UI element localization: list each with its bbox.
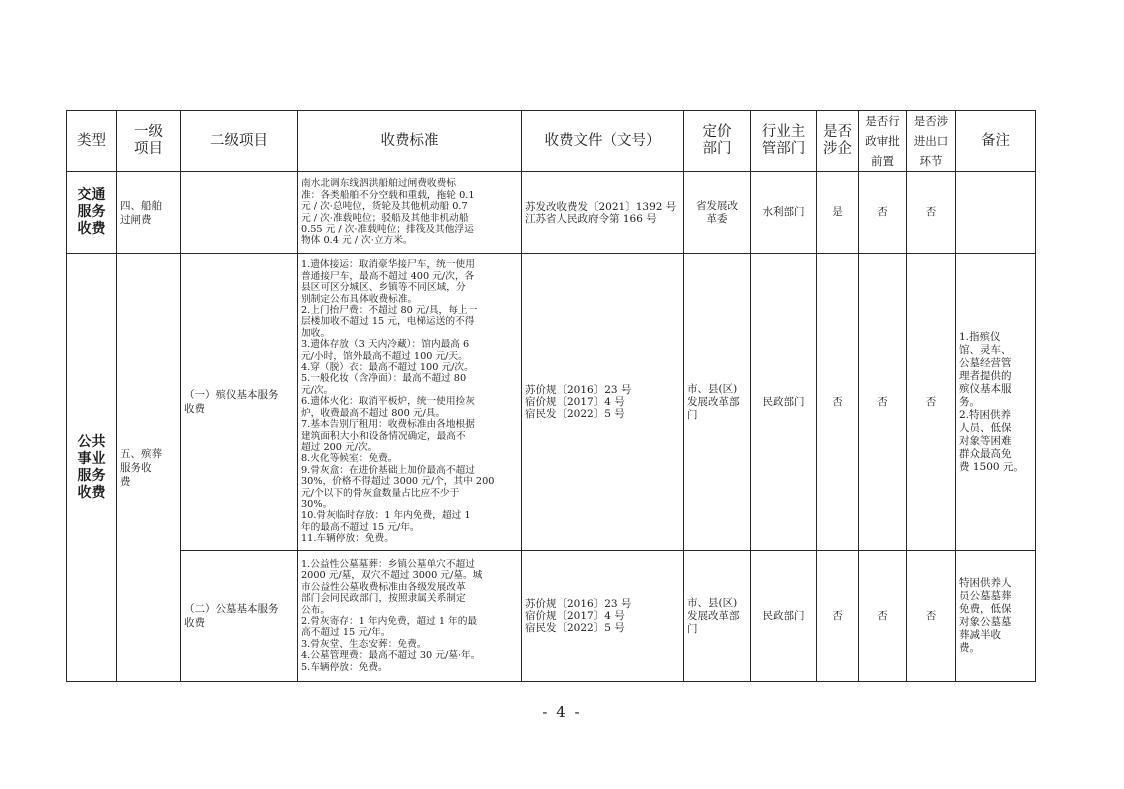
document-cell: 苏价规〔2016〕23 号 宿价规〔2017〕4 号 宿民发〔2022〕5 号: [522, 254, 684, 551]
standard-line: 30%，价格不得超过 3000 元/个，其中 200: [301, 476, 495, 488]
standard-cell: [298, 254, 522, 551]
standard-line: 元 / 次·准载吨位；驳船及其他非机动船: [301, 212, 469, 224]
header-pricing-dept: 定价 部门: [684, 111, 751, 172]
standard-cell: [298, 172, 522, 254]
involves-enterprise-cell: 是: [817, 172, 859, 254]
standard-line: 4.穿（脱）衣：最高不超过 100 元/次。: [301, 362, 474, 374]
standard-line: 元 / 次·总吨位，货轮及其他机动船 0.7: [301, 201, 468, 213]
standard-line: 超过 200 元/次。: [301, 441, 378, 453]
category-cell: 公共 事业 服务 收费: [67, 254, 117, 682]
standard-line: 6.遗体火化：取消平板炉，统一使用捡灰: [301, 396, 475, 408]
standard-line: 30%。: [301, 498, 333, 510]
table-row: [67, 551, 1036, 682]
standard-line: 5.车辆停放：免费。: [301, 661, 388, 673]
standard-line: 部门会同民政部门，按照隶属关系制定: [301, 593, 466, 605]
industry-dept-cell: 水利部门: [751, 172, 817, 254]
remarks-cell: 1.指殡仪 馆、灵车、 公墓经营管 理者提供的 殡仪基本服 务。 2.特困供养 人员、低保 对象等困难 群众最高免 费 1500 元。: [956, 254, 1036, 551]
standard-line: 建筑面积大小和设备情况确定，最高不: [301, 430, 466, 442]
table-row: [67, 172, 1036, 254]
standard-line: 11.车辆停放：免费。: [301, 533, 394, 545]
header-involves-enterprise: 是否 涉企: [817, 111, 859, 172]
standard-line: 8.火化等候室：免费。: [301, 453, 398, 465]
level2-cell: （二）公墓基本服务 收费: [181, 551, 298, 682]
industry-dept-cell: 民政部门: [751, 254, 817, 551]
standard-line: 元/个以下的骨灰盒数量占比应不少于: [301, 487, 460, 499]
standard-line: 1.遗体接运：取消豪华接尸车，统一使用: [301, 259, 475, 271]
header-level1: 一级 项目: [117, 111, 181, 172]
header-standard: 收费标准: [298, 111, 522, 172]
standard-line: 元/小时，馆外最高不超过 100 元/天。: [301, 350, 468, 362]
standard-line: 年的最高不超过 15 元/年。: [301, 521, 420, 533]
standard-line: 5.一般化妆（含净面）：最高不超过 80: [301, 373, 467, 385]
standard-line: 公布。: [301, 604, 331, 616]
standard-line: 县区可区分城区、乡镇等不同区域，分: [301, 282, 466, 294]
pre-approval-cell: 否: [859, 254, 907, 551]
standard-line: 2.骨灰寄存：1 年内免费，超过 1 年的最: [301, 616, 478, 627]
header-level2: 二级项目: [181, 111, 298, 172]
standard-line: 7.基本告别厅租用：收费标准由各地根据: [301, 419, 475, 431]
standard-line: 3.遗体存放（3 天内冷藏）：馆内最高 6: [301, 339, 470, 351]
header-import-export: 是否涉 进出口 环节: [907, 111, 956, 172]
pricing-dept-cell: 市、县(区) 发展改革部 门: [684, 551, 751, 682]
remarks-cell: [956, 172, 1036, 254]
standard-line: 3.骨灰堂、生态安葬：免费。: [301, 638, 427, 650]
category-cell: 交通 服务 收费: [67, 172, 117, 254]
import-export-cell: 否: [907, 172, 956, 254]
standard-line: 别制定公布具体收费标准。: [301, 293, 418, 305]
page-number: - 4 -: [542, 703, 582, 721]
header-document: 收费文件（文号）: [522, 111, 684, 172]
pre-approval-cell: 否: [859, 172, 907, 254]
involves-enterprise-cell: 否: [817, 254, 859, 551]
standard-line: 加收。: [301, 327, 331, 339]
standard-line: 物体 0.4 元 / 次·立方米。: [301, 235, 413, 247]
standard-line: 10.骨灰临时存放：1 年内免费，超过 1: [301, 510, 471, 522]
standard-line: 炉，收费最高不超过 800 元/具。: [301, 407, 446, 419]
import-export-cell: 否: [907, 254, 956, 551]
standard-line: 准：各类船舶不分空载和重载，拖轮 0.1: [301, 189, 475, 201]
level2-cell: [181, 172, 298, 254]
level1-cell: 四、船舶 过闸费: [117, 172, 181, 254]
standard-line: 1.公益性公墓墓葬：乡镇公墓单穴不超过: [301, 558, 475, 570]
import-export-cell: 否: [907, 551, 956, 682]
standard-line: 层楼加收不超过 15 元，电梯运送的不得: [301, 316, 475, 328]
header-industry-dept: 行业主 管部门: [751, 111, 817, 172]
remarks-cell: 特困供养人 员公墓墓葬 免费，低保 对象公墓墓 葬减半收 费。: [956, 551, 1036, 682]
standard-line: 高不超过 15 元/年。: [301, 627, 391, 639]
document-cell: 苏价规〔2016〕23 号 宿价规〔2017〕4 号 宿民发〔2022〕5 号: [522, 551, 684, 682]
standard-line: 4.公墓管理费：最高不超过 30 元/墓·年。: [301, 650, 481, 662]
standard-line: 0.55 元 / 次·准载吨位；排筏及其他浮运: [301, 223, 474, 235]
pricing-dept-cell: 省发展改 革委: [684, 172, 751, 254]
header-pre-approval: 是否行 政审批 前置: [859, 111, 907, 172]
table-row: [67, 254, 1036, 551]
standard-line: 市公益性公墓收费标准由各级发展改革: [301, 581, 466, 593]
header-remarks: 备注: [956, 111, 1036, 172]
standard-cell: [298, 551, 522, 682]
standard-line: 普通接尸车，最高不超过 400 元/次，各: [301, 270, 475, 282]
header-row: [67, 111, 1036, 172]
pricing-dept-cell: 市、县(区) 发展改革部 门: [684, 254, 751, 551]
standard-line: 2000 元/墓，双穴不超过 3000 元/墓。城: [301, 570, 483, 582]
standard-line: 南水北调东线泗洪船舶过闸费收费标: [301, 178, 456, 190]
header-type: 类型: [67, 111, 117, 172]
document-cell: 苏发改收费发〔2021〕1392 号 江苏省人民政府令第 166 号: [522, 172, 684, 254]
level2-cell: （一）殡仪基本服务 收费: [181, 254, 298, 551]
standard-line: 2.上门抬尸费：不超过 80 元/具，每上一: [301, 305, 478, 317]
industry-dept-cell: 民政部门: [751, 551, 817, 682]
level1-cell: 五、殡葬 服务收 费: [117, 254, 181, 682]
standard-line: 9.骨灰盒：在进价基础上加价最高不超过: [301, 464, 475, 476]
fee-table: [66, 110, 1036, 682]
standard-line: 元/次。: [301, 384, 334, 396]
pre-approval-cell: 否: [859, 551, 907, 682]
involves-enterprise-cell: 否: [817, 551, 859, 682]
